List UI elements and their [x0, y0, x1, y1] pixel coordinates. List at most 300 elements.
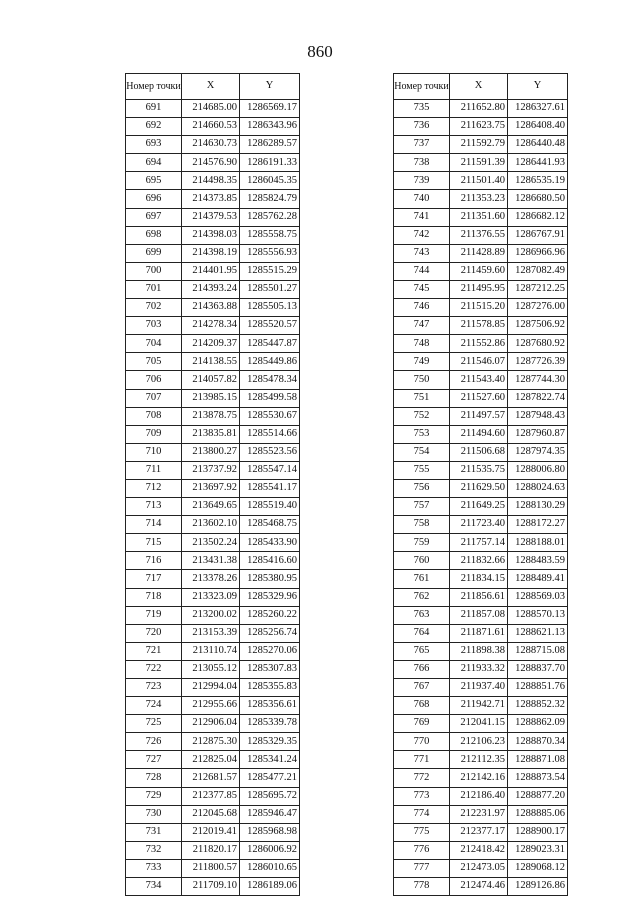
y-cell: 1285530.67 [240, 407, 300, 425]
point-number-cell: 725 [126, 715, 182, 733]
x-cell: 214576.90 [182, 154, 240, 172]
table-row [394, 244, 568, 262]
point-number-cell: 775 [394, 823, 450, 841]
point-number-cell: 722 [126, 660, 182, 678]
table-row [394, 172, 568, 190]
x-cell: 213323.09 [182, 588, 240, 606]
x-cell: 211623.75 [450, 118, 508, 136]
x-cell: 213697.92 [182, 479, 240, 497]
y-cell: 1288188.01 [508, 534, 568, 552]
table-row [126, 715, 300, 733]
y-cell: 1288877.20 [508, 787, 568, 805]
point-number-cell: 749 [394, 353, 450, 371]
table-row [394, 859, 568, 877]
x-cell: 214209.37 [182, 335, 240, 353]
y-cell: 1287082.49 [508, 262, 568, 280]
x-cell: 211546.07 [450, 353, 508, 371]
y-cell: 1285556.93 [240, 244, 300, 262]
y-cell: 1285256.74 [240, 624, 300, 642]
header-x: X [182, 74, 240, 100]
table-row [394, 226, 568, 244]
y-cell: 1285499.58 [240, 389, 300, 407]
x-cell: 212142.16 [450, 769, 508, 787]
x-cell: 211937.40 [450, 679, 508, 697]
point-number-cell: 750 [394, 371, 450, 389]
y-cell: 1285449.86 [240, 353, 300, 371]
table-row [394, 280, 568, 298]
y-cell: 1288006.80 [508, 461, 568, 479]
y-cell: 1287948.43 [508, 407, 568, 425]
y-cell: 1288489.41 [508, 570, 568, 588]
table-row [394, 118, 568, 136]
table-row [394, 154, 568, 172]
page-number: 860 [307, 42, 333, 61]
table-row [126, 244, 300, 262]
x-cell: 211629.50 [450, 479, 508, 497]
x-cell: 211506.68 [450, 443, 508, 461]
table-row [394, 407, 568, 425]
x-cell: 213878.75 [182, 407, 240, 425]
x-cell: 211898.38 [450, 642, 508, 660]
point-number-cell: 754 [394, 443, 450, 461]
table-row [394, 823, 568, 841]
y-cell: 1285946.47 [240, 805, 300, 823]
y-cell: 1287960.87 [508, 425, 568, 443]
point-number-cell: 713 [126, 498, 182, 516]
header-y: Y [508, 74, 568, 100]
y-cell: 1288873.54 [508, 769, 568, 787]
y-cell: 1285519.40 [240, 498, 300, 516]
point-number-cell: 760 [394, 552, 450, 570]
y-cell: 1288851.76 [508, 679, 568, 697]
point-number-cell: 731 [126, 823, 182, 841]
y-cell: 1288870.34 [508, 733, 568, 751]
x-cell: 212112.35 [450, 751, 508, 769]
point-number-cell: 744 [394, 262, 450, 280]
y-cell: 1286569.17 [240, 100, 300, 118]
x-cell: 211592.79 [450, 136, 508, 154]
y-cell: 1285505.13 [240, 299, 300, 317]
x-cell: 213200.02 [182, 606, 240, 624]
x-cell: 213502.24 [182, 534, 240, 552]
table-row [126, 371, 300, 389]
table-row [126, 823, 300, 841]
table-row [126, 805, 300, 823]
point-number-cell: 718 [126, 588, 182, 606]
x-cell: 212418.42 [450, 841, 508, 859]
x-cell: 213800.27 [182, 443, 240, 461]
point-number-cell: 770 [394, 733, 450, 751]
coordinates-table-left [125, 73, 300, 896]
table-row [394, 751, 568, 769]
table-row [394, 100, 568, 118]
x-cell: 211857.08 [450, 606, 508, 624]
point-number-cell: 696 [126, 190, 182, 208]
x-cell: 211501.40 [450, 172, 508, 190]
table-row [126, 335, 300, 353]
point-number-cell: 712 [126, 479, 182, 497]
y-cell: 1285307.83 [240, 660, 300, 678]
x-cell: 211652.80 [450, 100, 508, 118]
y-cell: 1286535.19 [508, 172, 568, 190]
point-number-cell: 727 [126, 751, 182, 769]
table-row [126, 118, 300, 136]
table-row [126, 841, 300, 859]
x-cell: 212186.40 [450, 787, 508, 805]
y-cell: 1285514.66 [240, 425, 300, 443]
y-cell: 1285695.72 [240, 787, 300, 805]
x-cell: 211515.20 [450, 299, 508, 317]
y-cell: 1285968.98 [240, 823, 300, 841]
table-row [394, 588, 568, 606]
x-cell: 214278.34 [182, 317, 240, 335]
point-number-cell: 759 [394, 534, 450, 552]
x-cell: 214393.24 [182, 280, 240, 298]
point-number-cell: 752 [394, 407, 450, 425]
point-number-cell: 761 [394, 570, 450, 588]
y-cell: 1288862.09 [508, 715, 568, 733]
point-number-cell: 738 [394, 154, 450, 172]
point-number-cell: 704 [126, 335, 182, 353]
x-cell: 212045.68 [182, 805, 240, 823]
x-cell: 212019.41 [182, 823, 240, 841]
y-cell: 1285329.35 [240, 733, 300, 751]
table-header-row [126, 74, 300, 100]
y-cell: 1286408.40 [508, 118, 568, 136]
header-y: Y [240, 74, 300, 100]
point-number-cell: 719 [126, 606, 182, 624]
x-cell: 212377.85 [182, 787, 240, 805]
x-cell: 212994.04 [182, 679, 240, 697]
table-row [126, 787, 300, 805]
y-cell: 1286767.91 [508, 226, 568, 244]
point-number-cell: 756 [394, 479, 450, 497]
x-cell: 211933.32 [450, 660, 508, 678]
point-number-cell: 764 [394, 624, 450, 642]
point-number-cell: 733 [126, 859, 182, 877]
table-row [394, 461, 568, 479]
point-number-cell: 771 [394, 751, 450, 769]
point-number-cell: 710 [126, 443, 182, 461]
point-number-cell: 746 [394, 299, 450, 317]
table-row [126, 317, 300, 335]
table-row [126, 642, 300, 660]
x-cell: 211723.40 [450, 516, 508, 534]
y-cell: 1286045.35 [240, 172, 300, 190]
y-cell: 1285558.75 [240, 226, 300, 244]
y-cell: 1285416.60 [240, 552, 300, 570]
y-cell: 1289023.31 [508, 841, 568, 859]
point-number-cell: 729 [126, 787, 182, 805]
y-cell: 1286289.57 [240, 136, 300, 154]
y-cell: 1288130.29 [508, 498, 568, 516]
x-cell: 211871.61 [450, 624, 508, 642]
y-cell: 1287744.30 [508, 371, 568, 389]
table-row [394, 317, 568, 335]
point-number-cell: 716 [126, 552, 182, 570]
y-cell: 1285380.95 [240, 570, 300, 588]
table-row [126, 172, 300, 190]
point-number-cell: 705 [126, 353, 182, 371]
table-row [126, 570, 300, 588]
y-cell: 1285541.17 [240, 479, 300, 497]
y-cell: 1285501.27 [240, 280, 300, 298]
table-row [394, 262, 568, 280]
x-cell: 214373.85 [182, 190, 240, 208]
x-cell: 212906.04 [182, 715, 240, 733]
table-row [126, 389, 300, 407]
table-row [394, 425, 568, 443]
x-cell: 211376.55 [450, 226, 508, 244]
table-row [126, 443, 300, 461]
y-cell: 1285478.34 [240, 371, 300, 389]
x-cell: 211820.17 [182, 841, 240, 859]
x-cell: 214398.03 [182, 226, 240, 244]
table-row [126, 262, 300, 280]
x-cell: 214398.19 [182, 244, 240, 262]
y-cell: 1286441.93 [508, 154, 568, 172]
point-number-cell: 709 [126, 425, 182, 443]
y-cell: 1285824.79 [240, 190, 300, 208]
table-row [394, 787, 568, 805]
y-cell: 1288715.08 [508, 642, 568, 660]
y-cell: 1287212.25 [508, 280, 568, 298]
table-row [394, 715, 568, 733]
x-cell: 211494.60 [450, 425, 508, 443]
point-number-cell: 739 [394, 172, 450, 190]
y-cell: 1288024.63 [508, 479, 568, 497]
y-cell: 1285520.57 [240, 317, 300, 335]
point-number-cell: 743 [394, 244, 450, 262]
x-cell: 211856.61 [450, 588, 508, 606]
point-number-cell: 732 [126, 841, 182, 859]
x-cell: 214379.53 [182, 208, 240, 226]
x-cell: 213055.12 [182, 660, 240, 678]
y-cell: 1288621.13 [508, 624, 568, 642]
x-cell: 211832.66 [450, 552, 508, 570]
point-number-cell: 714 [126, 516, 182, 534]
table-row [394, 371, 568, 389]
table-row [126, 588, 300, 606]
table-row [394, 479, 568, 497]
y-cell: 1285356.61 [240, 697, 300, 715]
y-cell: 1286010.65 [240, 859, 300, 877]
table-row [394, 570, 568, 588]
y-cell: 1288852.32 [508, 697, 568, 715]
point-number-cell: 776 [394, 841, 450, 859]
table-row [126, 660, 300, 678]
y-cell: 1286191.33 [240, 154, 300, 172]
point-number-cell: 763 [394, 606, 450, 624]
point-number-cell: 736 [394, 118, 450, 136]
x-cell: 211543.40 [450, 371, 508, 389]
point-number-cell: 711 [126, 461, 182, 479]
table-row [394, 389, 568, 407]
point-number-cell: 757 [394, 498, 450, 516]
x-cell: 214498.35 [182, 172, 240, 190]
header-point-number: Номер точки [394, 74, 450, 100]
point-number-cell: 765 [394, 642, 450, 660]
y-cell: 1289126.86 [508, 878, 568, 896]
point-number-cell: 778 [394, 878, 450, 896]
point-number-cell: 700 [126, 262, 182, 280]
y-cell: 1286680.50 [508, 190, 568, 208]
x-cell: 211757.14 [450, 534, 508, 552]
x-cell: 212875.30 [182, 733, 240, 751]
coordinates-table-right [393, 73, 568, 896]
y-cell: 1285762.28 [240, 208, 300, 226]
table-row [394, 208, 568, 226]
point-number-cell: 742 [394, 226, 450, 244]
table-row [126, 498, 300, 516]
point-number-cell: 707 [126, 389, 182, 407]
x-cell: 214685.00 [182, 100, 240, 118]
point-number-cell: 703 [126, 317, 182, 335]
y-cell: 1288871.08 [508, 751, 568, 769]
point-number-cell: 734 [126, 878, 182, 896]
point-number-cell: 773 [394, 787, 450, 805]
table-row [394, 697, 568, 715]
point-number-cell: 693 [126, 136, 182, 154]
y-cell: 1287506.92 [508, 317, 568, 335]
x-cell: 213985.15 [182, 389, 240, 407]
header-x: X [450, 74, 508, 100]
y-cell: 1287276.00 [508, 299, 568, 317]
point-number-cell: 777 [394, 859, 450, 877]
table-row [394, 190, 568, 208]
x-cell: 213153.39 [182, 624, 240, 642]
x-cell: 213431.38 [182, 552, 240, 570]
x-cell: 211428.89 [450, 244, 508, 262]
x-cell: 211800.57 [182, 859, 240, 877]
y-cell: 1288570.13 [508, 606, 568, 624]
x-cell: 211535.75 [450, 461, 508, 479]
x-cell: 211834.15 [450, 570, 508, 588]
table-row [394, 516, 568, 534]
y-cell: 1287974.35 [508, 443, 568, 461]
table-row [126, 859, 300, 877]
x-cell: 213110.74 [182, 642, 240, 660]
table-row [126, 190, 300, 208]
x-cell: 211942.71 [450, 697, 508, 715]
table-row [126, 606, 300, 624]
y-cell: 1286189.06 [240, 878, 300, 896]
point-number-cell: 741 [394, 208, 450, 226]
table-row [126, 407, 300, 425]
x-cell: 212106.23 [450, 733, 508, 751]
point-number-cell: 694 [126, 154, 182, 172]
x-cell: 211527.60 [450, 389, 508, 407]
y-cell: 1288837.70 [508, 660, 568, 678]
point-number-cell: 768 [394, 697, 450, 715]
x-cell: 213602.10 [182, 516, 240, 534]
point-number-cell: 701 [126, 280, 182, 298]
header-point-number: Номер точки [126, 74, 182, 100]
x-cell: 212473.05 [450, 859, 508, 877]
x-cell: 214057.82 [182, 371, 240, 389]
table-row [126, 552, 300, 570]
y-cell: 1288885.06 [508, 805, 568, 823]
point-number-cell: 715 [126, 534, 182, 552]
point-number-cell: 755 [394, 461, 450, 479]
y-cell: 1285260.22 [240, 606, 300, 624]
table-row [126, 154, 300, 172]
x-cell: 213737.92 [182, 461, 240, 479]
point-number-cell: 766 [394, 660, 450, 678]
table-row [126, 679, 300, 697]
table-row [394, 733, 568, 751]
table-row [126, 624, 300, 642]
x-cell: 211353.23 [450, 190, 508, 208]
point-number-cell: 753 [394, 425, 450, 443]
y-cell: 1287726.39 [508, 353, 568, 371]
point-number-cell: 762 [394, 588, 450, 606]
point-number-cell: 774 [394, 805, 450, 823]
x-cell: 212041.15 [450, 715, 508, 733]
point-number-cell: 720 [126, 624, 182, 642]
x-cell: 213378.26 [182, 570, 240, 588]
y-cell: 1288172.27 [508, 516, 568, 534]
table-row [126, 479, 300, 497]
point-number-cell: 702 [126, 299, 182, 317]
table-row [394, 299, 568, 317]
y-cell: 1286327.61 [508, 100, 568, 118]
point-number-cell: 691 [126, 100, 182, 118]
x-cell: 211351.60 [450, 208, 508, 226]
point-number-cell: 747 [394, 317, 450, 335]
y-cell: 1288483.59 [508, 552, 568, 570]
x-cell: 212231.97 [450, 805, 508, 823]
point-number-cell: 698 [126, 226, 182, 244]
point-number-cell: 692 [126, 118, 182, 136]
table-row [394, 443, 568, 461]
y-cell: 1285523.56 [240, 443, 300, 461]
y-cell: 1285433.90 [240, 534, 300, 552]
point-number-cell: 748 [394, 335, 450, 353]
y-cell: 1285468.75 [240, 516, 300, 534]
y-cell: 1287822.74 [508, 389, 568, 407]
table-row [394, 552, 568, 570]
y-cell: 1285515.29 [240, 262, 300, 280]
x-cell: 211552.86 [450, 335, 508, 353]
y-cell: 1288900.17 [508, 823, 568, 841]
point-number-cell: 726 [126, 733, 182, 751]
table-row [126, 461, 300, 479]
table-row [126, 733, 300, 751]
y-cell: 1285447.87 [240, 335, 300, 353]
table-row [394, 805, 568, 823]
point-number-cell: 751 [394, 389, 450, 407]
y-cell: 1289068.12 [508, 859, 568, 877]
point-number-cell: 758 [394, 516, 450, 534]
y-cell: 1285547.14 [240, 461, 300, 479]
y-cell: 1285329.96 [240, 588, 300, 606]
table-row [126, 280, 300, 298]
x-cell: 213835.81 [182, 425, 240, 443]
table-row [126, 878, 300, 896]
y-cell: 1286006.92 [240, 841, 300, 859]
y-cell: 1285339.78 [240, 715, 300, 733]
y-cell: 1287680.92 [508, 335, 568, 353]
point-number-cell: 721 [126, 642, 182, 660]
point-number-cell: 699 [126, 244, 182, 262]
table-row [126, 100, 300, 118]
table-row [126, 516, 300, 534]
table-row [126, 136, 300, 154]
point-number-cell: 767 [394, 679, 450, 697]
point-number-cell: 695 [126, 172, 182, 190]
table-row [394, 679, 568, 697]
